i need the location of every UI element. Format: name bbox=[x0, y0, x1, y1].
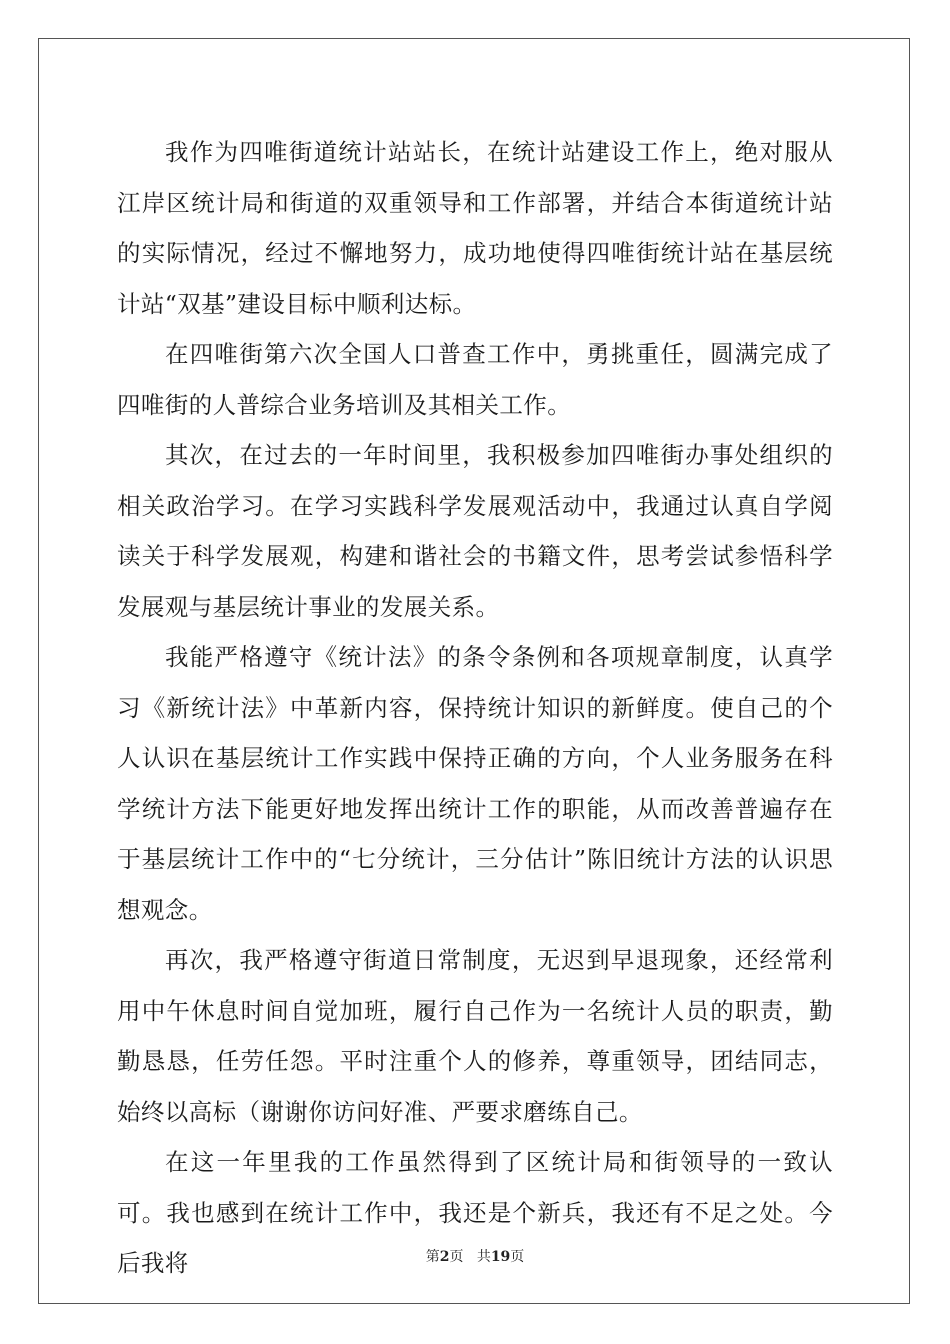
page-prefix: 第 bbox=[425, 1249, 440, 1265]
paragraph-1: 我作为四唯街道统计站站长，在统计站建设工作上，绝对服从江岸区统计局和街道的双重领导和工作部署，并结合本街道统计站的实际情况，经过不懈地努力，成功地使得四唯街统计站在基层统计站“双基”建设目标中顺利达标。 bbox=[117, 138, 833, 318]
total-suffix: 页 bbox=[510, 1249, 525, 1265]
paragraph-5: 再次，我严格遵守街道日常制度，无迟到早退现象，还经常利用中午休息时间自觉加班，履行自己作为一名统计人员的职责，勤勤恳恳，任劳任怨。平时注重个人的修养，尊重领导，团结同志，始终以高标（谢谢你访问好准、严要求磨练自己。 bbox=[117, 946, 833, 1126]
page-suffix: 页 bbox=[449, 1249, 464, 1265]
page-number: 2 bbox=[439, 1249, 450, 1265]
paragraph-2: 在四唯街第六次全国人口普查工作中，勇挑重任，圆满完成了四唯街的人普综合业务培训及其相关工作。 bbox=[117, 340, 833, 419]
paragraph-4: 我能严格遵守《统计法》的条令条例和各项规章制度，认真学习《新统计法》中革新内容，保持统计知识的新鲜度。使自己的个人认识在基层统计工作实践中保持正确的方向，个人业务服务在科学统计方法下能更好地发挥出统计工作的职能，从而改善普遍存在于基层统计工作中的“七分统计，三分估计”陈旧统计方法的认识思想观念。 bbox=[117, 643, 833, 924]
page-footer bbox=[0, 1248, 950, 1266]
total-pages: 19 bbox=[490, 1249, 511, 1265]
total-prefix: 共 bbox=[476, 1249, 491, 1265]
paragraph-6: 在这一年里我的工作虽然得到了区统计局和街领导的一致认可。我也感到在统计工作中，我还是个新兵，我还有不足之处。今后我将 bbox=[117, 1148, 833, 1277]
document-body bbox=[117, 127, 833, 1289]
paragraph-3: 其次，在过去的一年时间里，我积极参加四唯街办事处组织的相关政治学习。在学习实践科学发展观活动中，我通过认真自学阅读关于科学发展观，构建和谐社会的书籍文件，思考尝试参悟科学发展观与基层统计事业的发展关系。 bbox=[117, 441, 833, 621]
